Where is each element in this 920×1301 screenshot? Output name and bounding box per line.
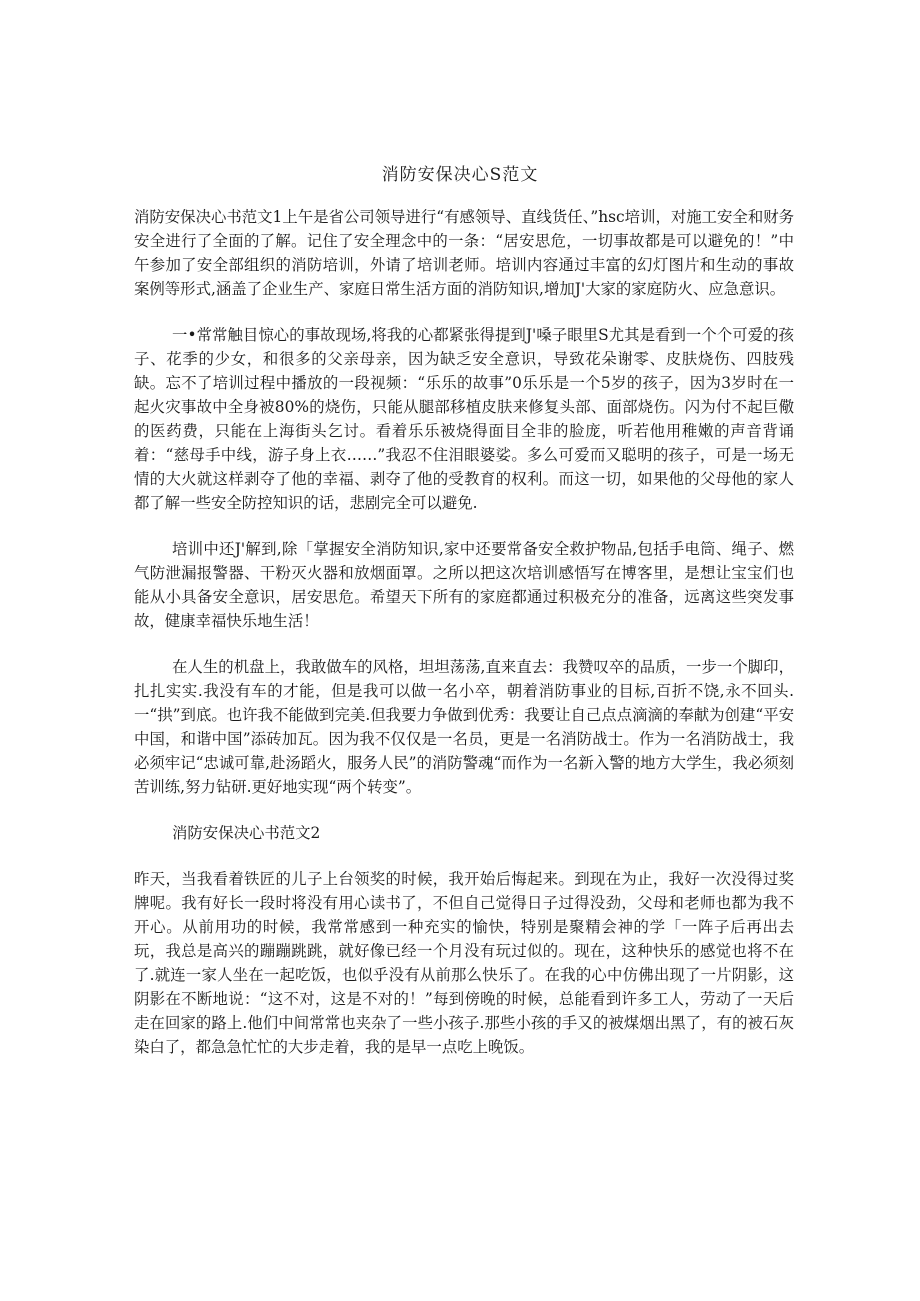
paragraph-3: 培训中还J'解到,除「掌握安全消防知识,家中还要常备安全救护物品,包括手电筒、绳子、燃气防泄漏报警器、干粉灭火器和放烟面罩。之所以把这次培训感悟写在博客里，是想让宝宝们也能从小具备安全意识，居安思危。希望天下所有的家庭都通过积极充分的准备，远离这些突发事故，健康幸福快乐地生活！ xyxy=(134,540,794,630)
document-body xyxy=(134,205,794,1081)
paragraph-5: 昨天，当我看着铁匠的儿子上台领奖的时候，我开始后悔起来。到现在为止，我好一次没得过奖牌呢。我有好长一段时将没有用心读书了，不但自己觉得日子过得没劲，父母和老师也都为我不开心。从前用功的时候，我常常感到一种充实的愉快，特别是聚精会神的学「一阵子后再出去玩，我总是高兴的蹦蹦跳跳，就好像已经一个月没有玩过似的。现在，这种快乐的感觉也将不在了.就连一家人坐在一起吃饭，也似乎没有从前那么快乐了。在我的心中仿佛出现了一片阴影，这阴影在不断地说：“这不对，这是不对的！”每到傍晚的时候，总能看到许多工人，劳动了一天后走在回家的路上.他们中间常常也夹杂了一些小孩子.那些小孩的手又的被煤烟出黑了，有的被石灰染白了，都急急忙忙的大步走着，我的是早一点吃上晚饭。 xyxy=(134,870,794,1056)
section-heading-2: 消防安保决心书范文2 xyxy=(172,824,321,842)
paragraph-1: 消防安保决心书范文1上午是省公司领导进行“有感领导、直线货任、”hsc培训，对施工安全和财务安全进行了全面的了解。记住了安全理念中的一条：“居安思危，一切事故都是可以避免的！”中午参加了安全部组织的消防培训，外请了培训老师。培训内容通过丰富的幻灯图片和生动的事故案例等形式,涵盖了企业生产、家庭日常生活方面的消防知识,增加J'大家的家庭防火、应急意识。 xyxy=(134,208,794,298)
paragraph-4: 在人生的机盘上，我敢做车的风格，坦坦荡荡,直来直去：我赞叹卒的品质，一步一个脚印，扎扎实实.我没有车的才能，但是我可以做一名小卒，朝着消防事业的目标,百折不饶,永不回头.一“拱”到底。也许我不能做到完美.但我要力争做到优秀：我要让自己点点滴滴的奉献为创建“平安中国，和谐中国”添砖加瓦。因为我不仅仅是一名员，更是一名消防战士。作为一名消防战士，我必须牢记“忠诚可靠,赴汤蹈火，服务人民”的消防警魂“而作为一名新入警的地方大学生，我必须刻苦训练,努力钻研.更好地实现“两个转变”。 xyxy=(134,658,794,796)
paragraph-2: 一•常常触目惊心的事故现场,将我的心都紧张得提到J'嗓子眼里S尤其是看到一个个可爱的孩子、花季的少女，和很多的父亲母亲，因为缺乏安全意识，导致花朵谢零、皮肤烧伤、四肢残缺。忘不了培训过程中播放的一段视频：“乐乐的故事”0乐乐是一个5岁的孩子，因为3岁时在一起火灾事故中全身被80%的烧伤，只能从腿部移植皮肤来修复头部、面部烧伤。闪为付不起巨儆的医药费，只能在上海街头乞讨。看着乐乐被烧得面目全非的脸庞，听若他用稚嫩的声音背诵着：“慈母手中线，游子身上衣……”我忍不住泪眼婆娑。多么可爱而又聪明的孩子，可是一场无情的大火就这样剥夺了他的幸福、剥夺了他的受教育的权利。而这一切，如果他的父母他的家人都了解一些安全防控知识的话，悲剧完全可以避免. xyxy=(134,326,794,512)
document-title: 消防安保决心S范文 xyxy=(381,165,539,185)
